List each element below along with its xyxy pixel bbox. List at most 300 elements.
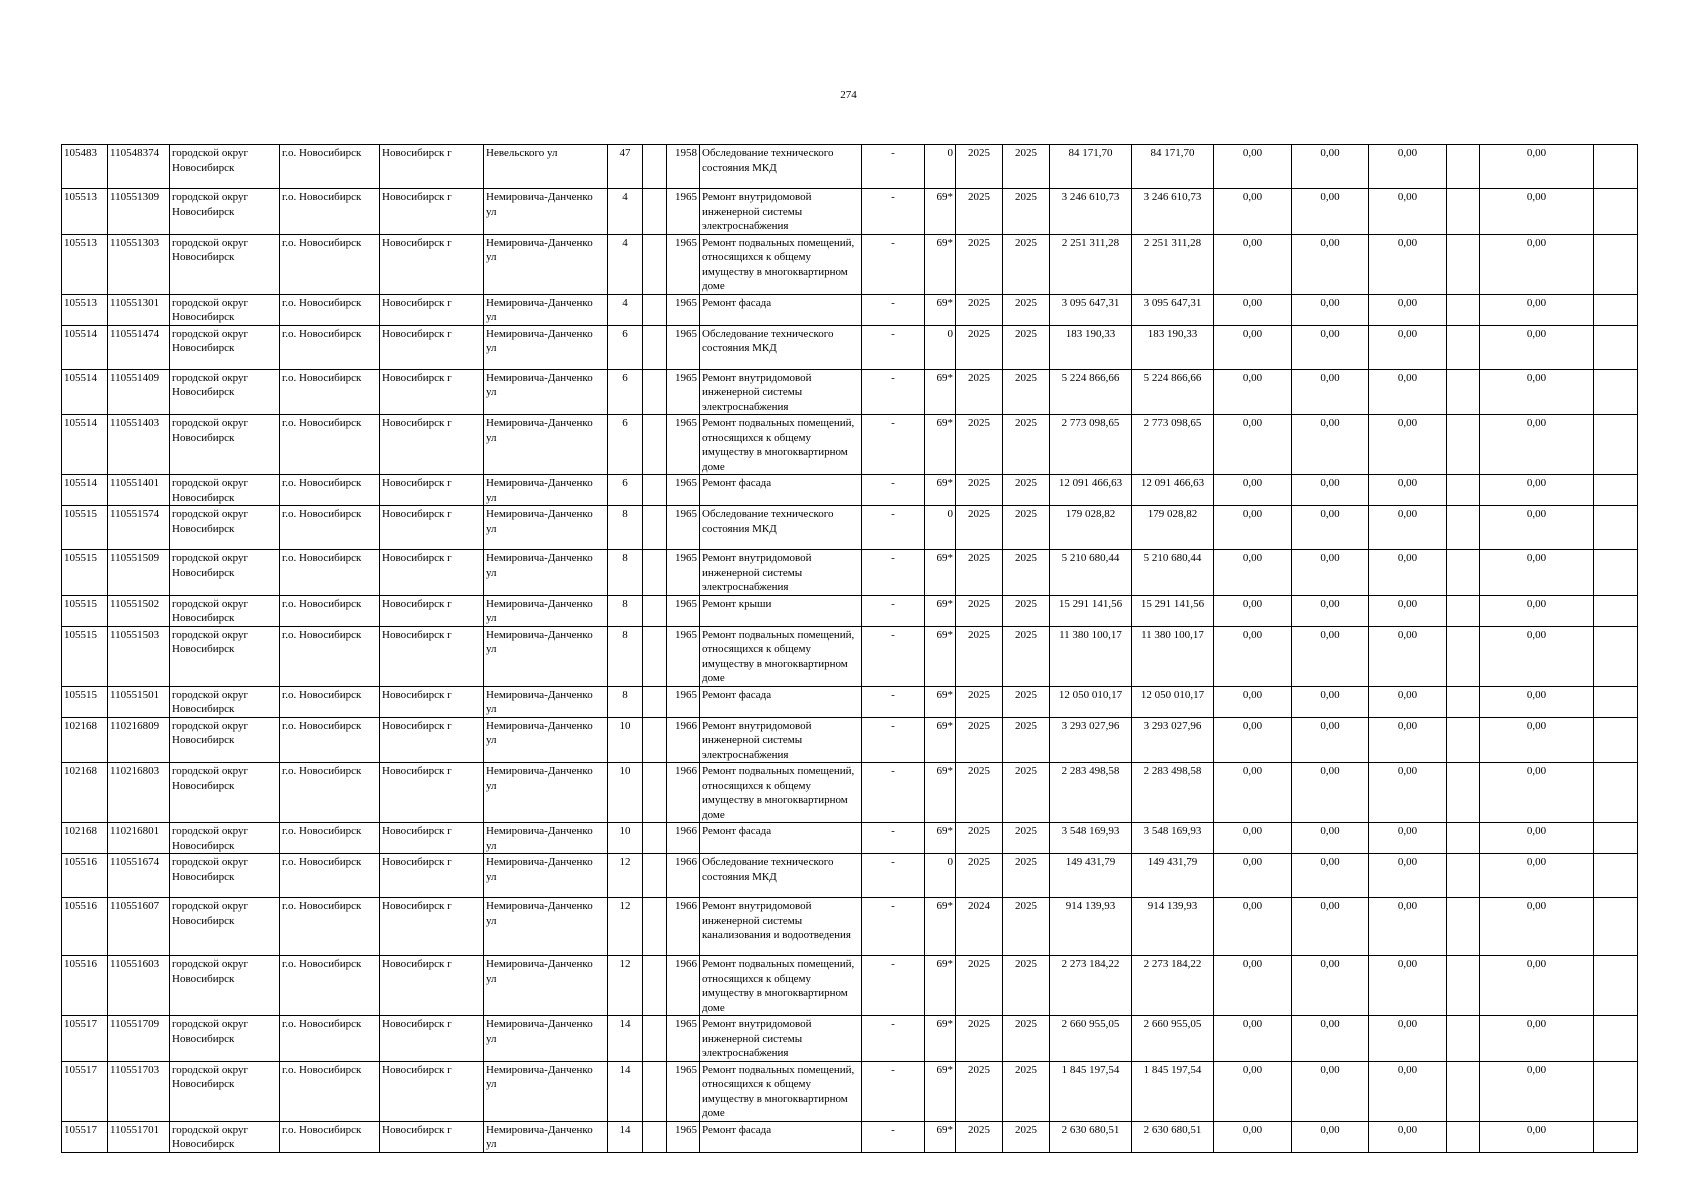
value3-cell: 0,00 [1369,686,1447,717]
value1-cell: 0,00 [1214,1121,1292,1152]
value2-cell: 0,00 [1292,415,1369,475]
total-cost-cell: 5 210 680,44 [1050,550,1132,596]
street-cell: Немировича-Данченко ул [484,1121,608,1152]
end-year-cell: 2025 [1003,686,1050,717]
code-cell: 110551703 [108,1061,170,1121]
table-row [62,686,1638,717]
percent-cell: 69* [925,1016,956,1062]
dash-cell: - [862,506,925,550]
district-cell: г.о. Новосибирск [280,595,380,626]
city-cell: Новосибирск г [380,415,484,475]
table-row [62,189,1638,235]
street-cell: Немировича-Данченко ул [484,325,608,369]
build-year-cell: 1958 [667,145,700,189]
value2-cell: 0,00 [1292,717,1369,763]
start-year-cell: 2025 [956,506,1003,550]
city-cell: Новосибирск г [380,1016,484,1062]
value1-cell: 0,00 [1214,595,1292,626]
value6-cell [1594,898,1638,956]
code-cell: 110551301 [108,294,170,325]
house-cell: 8 [608,686,643,717]
value3-cell: 0,00 [1369,369,1447,415]
end-year-cell: 2025 [1003,595,1050,626]
value4-cell [1447,475,1480,506]
house-cell: 8 [608,595,643,626]
end-year-cell: 2025 [1003,415,1050,475]
build-year-cell: 1965 [667,1121,700,1152]
dash-cell: - [862,325,925,369]
build-year-cell: 1965 [667,626,700,686]
value6-cell [1594,763,1638,823]
house-cell: 12 [608,956,643,1016]
percent-cell: 69* [925,234,956,294]
code-cell: 110551401 [108,475,170,506]
value2-cell: 0,00 [1292,898,1369,956]
house-cell: 4 [608,189,643,235]
row-id-cell: 105513 [62,234,108,294]
dash-cell: - [862,763,925,823]
street-cell: Немировича-Данченко ул [484,854,608,898]
building-cell [643,550,667,596]
dash-cell: - [862,550,925,596]
end-year-cell: 2025 [1003,898,1050,956]
value2-cell: 0,00 [1292,145,1369,189]
value4-cell [1447,189,1480,235]
dash-cell: - [862,189,925,235]
end-year-cell: 2025 [1003,1016,1050,1062]
value1-cell: 0,00 [1214,506,1292,550]
value5-cell: 0,00 [1480,763,1594,823]
building-cell [643,234,667,294]
start-year-cell: 2025 [956,550,1003,596]
value5-cell: 0,00 [1480,415,1594,475]
dash-cell: - [862,234,925,294]
code-cell: 110548374 [108,145,170,189]
fund-cost-cell: 3 095 647,31 [1132,294,1214,325]
total-cost-cell: 3 548 169,93 [1050,823,1132,854]
percent-cell: 69* [925,294,956,325]
code-cell: 110551409 [108,369,170,415]
city-cell: Новосибирск г [380,234,484,294]
municipality-cell: городской округ Новосибирск [170,369,280,415]
row-id-cell: 105514 [62,415,108,475]
table-row [62,956,1638,1016]
build-year-cell: 1965 [667,369,700,415]
code-cell: 110551502 [108,595,170,626]
work-type-cell: Ремонт внутридомовой инженерной системы электроснабжения [700,717,862,763]
value3-cell: 0,00 [1369,234,1447,294]
value1-cell: 0,00 [1214,145,1292,189]
dash-cell: - [862,1061,925,1121]
municipality-cell: городской округ Новосибирск [170,823,280,854]
value6-cell [1594,234,1638,294]
value3-cell: 0,00 [1369,415,1447,475]
fund-cost-cell: 2 630 680,51 [1132,1121,1214,1152]
municipality-cell: городской округ Новосибирск [170,763,280,823]
end-year-cell: 2025 [1003,823,1050,854]
value3-cell: 0,00 [1369,145,1447,189]
value4-cell [1447,506,1480,550]
municipality-cell: городской округ Новосибирск [170,506,280,550]
dash-cell: - [862,1121,925,1152]
start-year-cell: 2025 [956,595,1003,626]
value4-cell [1447,1061,1480,1121]
build-year-cell: 1966 [667,823,700,854]
row-id-cell: 105516 [62,854,108,898]
city-cell: Новосибирск г [380,145,484,189]
district-cell: г.о. Новосибирск [280,369,380,415]
table-row [62,294,1638,325]
house-cell: 6 [608,415,643,475]
value5-cell: 0,00 [1480,294,1594,325]
end-year-cell: 2025 [1003,1061,1050,1121]
district-cell: г.о. Новосибирск [280,145,380,189]
dash-cell: - [862,145,925,189]
table-body [62,145,1638,1153]
value5-cell: 0,00 [1480,189,1594,235]
build-year-cell: 1966 [667,763,700,823]
start-year-cell: 2025 [956,189,1003,235]
street-cell: Немировича-Данченко ул [484,686,608,717]
street-cell: Немировича-Данченко ул [484,626,608,686]
value3-cell: 0,00 [1369,1061,1447,1121]
value1-cell: 0,00 [1214,626,1292,686]
municipality-cell: городской округ Новосибирск [170,686,280,717]
row-id-cell: 105515 [62,595,108,626]
table-row [62,717,1638,763]
value2-cell: 0,00 [1292,506,1369,550]
building-cell [643,1121,667,1152]
value4-cell [1447,550,1480,596]
building-cell [643,369,667,415]
percent-cell: 69* [925,763,956,823]
district-cell: г.о. Новосибирск [280,550,380,596]
table-row [62,823,1638,854]
value6-cell [1594,415,1638,475]
work-type-cell: Ремонт подвальных помещений, относящихся к общему имуществу в многоквартирном доме [700,626,862,686]
table-row [62,1121,1638,1152]
fund-cost-cell: 5 224 866,66 [1132,369,1214,415]
municipality-cell: городской округ Новосибирск [170,475,280,506]
value6-cell [1594,595,1638,626]
code-cell: 110551501 [108,686,170,717]
start-year-cell: 2025 [956,415,1003,475]
value5-cell: 0,00 [1480,823,1594,854]
city-cell: Новосибирск г [380,595,484,626]
building-cell [643,956,667,1016]
row-id-cell: 105515 [62,550,108,596]
house-cell: 6 [608,325,643,369]
row-id-cell: 105514 [62,369,108,415]
table-row [62,1016,1638,1062]
total-cost-cell: 3 246 610,73 [1050,189,1132,235]
value2-cell: 0,00 [1292,854,1369,898]
value1-cell: 0,00 [1214,415,1292,475]
street-cell: Немировича-Данченко ул [484,189,608,235]
code-cell: 110216801 [108,823,170,854]
fund-cost-cell: 149 431,79 [1132,854,1214,898]
district-cell: г.о. Новосибирск [280,475,380,506]
percent-cell: 69* [925,686,956,717]
value2-cell: 0,00 [1292,325,1369,369]
row-id-cell: 105483 [62,145,108,189]
start-year-cell: 2025 [956,763,1003,823]
work-type-cell: Ремонт внутридомовой инженерной системы электроснабжения [700,189,862,235]
value5-cell: 0,00 [1480,956,1594,1016]
end-year-cell: 2025 [1003,854,1050,898]
fund-cost-cell: 914 139,93 [1132,898,1214,956]
city-cell: Новосибирск г [380,626,484,686]
value4-cell [1447,1121,1480,1152]
row-id-cell: 105516 [62,898,108,956]
start-year-cell: 2025 [956,1016,1003,1062]
value3-cell: 0,00 [1369,506,1447,550]
district-cell: г.о. Новосибирск [280,189,380,235]
total-cost-cell: 2 773 098,65 [1050,415,1132,475]
building-cell [643,898,667,956]
value2-cell: 0,00 [1292,189,1369,235]
table-row [62,898,1638,956]
value4-cell [1447,595,1480,626]
work-type-cell: Ремонт фасада [700,294,862,325]
value2-cell: 0,00 [1292,550,1369,596]
value3-cell: 0,00 [1369,475,1447,506]
value5-cell: 0,00 [1480,626,1594,686]
street-cell: Немировича-Данченко ул [484,763,608,823]
municipality-cell: городской округ Новосибирск [170,1121,280,1152]
build-year-cell: 1965 [667,415,700,475]
end-year-cell: 2025 [1003,145,1050,189]
code-cell: 110551503 [108,626,170,686]
code-cell: 110551309 [108,189,170,235]
value5-cell: 0,00 [1480,717,1594,763]
house-cell: 10 [608,717,643,763]
percent-cell: 0 [925,854,956,898]
build-year-cell: 1965 [667,475,700,506]
house-cell: 6 [608,475,643,506]
district-cell: г.о. Новосибирск [280,506,380,550]
municipality-cell: городской округ Новосибирск [170,294,280,325]
building-cell [643,415,667,475]
building-cell [643,189,667,235]
end-year-cell: 2025 [1003,325,1050,369]
value6-cell [1594,189,1638,235]
dash-cell: - [862,956,925,1016]
start-year-cell: 2025 [956,717,1003,763]
end-year-cell: 2025 [1003,956,1050,1016]
value3-cell: 0,00 [1369,189,1447,235]
district-cell: г.о. Новосибирск [280,1061,380,1121]
fund-cost-cell: 84 171,70 [1132,145,1214,189]
street-cell: Немировича-Данченко ул [484,506,608,550]
row-id-cell: 102168 [62,717,108,763]
table-row [62,369,1638,415]
table-row [62,415,1638,475]
work-type-cell: Ремонт внутридомовой инженерной системы электроснабжения [700,1016,862,1062]
work-type-cell: Ремонт фасада [700,475,862,506]
building-cell [643,763,667,823]
value4-cell [1447,1016,1480,1062]
start-year-cell: 2025 [956,1061,1003,1121]
table-row [62,506,1638,550]
city-cell: Новосибирск г [380,325,484,369]
work-type-cell: Ремонт внутридомовой инженерной системы канализования и водоотведения [700,898,862,956]
code-cell: 110551303 [108,234,170,294]
municipality-cell: городской округ Новосибирск [170,1061,280,1121]
value2-cell: 0,00 [1292,626,1369,686]
code-cell: 110216809 [108,717,170,763]
municipality-cell: городской округ Новосибирск [170,234,280,294]
value1-cell: 0,00 [1214,189,1292,235]
dash-cell: - [862,854,925,898]
street-cell: Немировича-Данченко ул [484,1016,608,1062]
municipality-cell: городской округ Новосибирск [170,626,280,686]
row-id-cell: 105515 [62,686,108,717]
fund-cost-cell: 2 251 311,28 [1132,234,1214,294]
row-id-cell: 105517 [62,1121,108,1152]
value6-cell [1594,506,1638,550]
municipality-cell: городской округ Новосибирск [170,956,280,1016]
street-cell: Немировича-Данченко ул [484,415,608,475]
percent-cell: 69* [925,626,956,686]
fund-cost-cell: 2 273 184,22 [1132,956,1214,1016]
value3-cell: 0,00 [1369,898,1447,956]
end-year-cell: 2025 [1003,234,1050,294]
city-cell: Новосибирск г [380,1061,484,1121]
street-cell: Немировича-Данченко ул [484,898,608,956]
value5-cell: 0,00 [1480,234,1594,294]
city-cell: Новосибирск г [380,550,484,596]
build-year-cell: 1965 [667,550,700,596]
street-cell: Немировича-Данченко ул [484,369,608,415]
street-cell: Немировича-Данченко ул [484,956,608,1016]
building-cell [643,1016,667,1062]
building-cell [643,717,667,763]
fund-cost-cell: 2 773 098,65 [1132,415,1214,475]
house-cell: 14 [608,1121,643,1152]
row-id-cell: 102168 [62,823,108,854]
municipality-cell: городской округ Новосибирск [170,717,280,763]
build-year-cell: 1966 [667,898,700,956]
total-cost-cell: 1 845 197,54 [1050,1061,1132,1121]
district-cell: г.о. Новосибирск [280,325,380,369]
row-id-cell: 105513 [62,189,108,235]
district-cell: г.о. Новосибирск [280,234,380,294]
code-cell: 110551474 [108,325,170,369]
value3-cell: 0,00 [1369,550,1447,596]
start-year-cell: 2025 [956,686,1003,717]
value5-cell: 0,00 [1480,686,1594,717]
municipality-cell: городской округ Новосибирск [170,595,280,626]
municipality-cell: городской округ Новосибирск [170,550,280,596]
house-cell: 47 [608,145,643,189]
fund-cost-cell: 3 548 169,93 [1132,823,1214,854]
work-type-cell: Обследование технического состояния МКД [700,506,862,550]
street-cell: Немировича-Данченко ул [484,717,608,763]
work-type-cell: Ремонт подвальных помещений, относящихся к общему имуществу в многоквартирном доме [700,415,862,475]
fund-cost-cell: 5 210 680,44 [1132,550,1214,596]
city-cell: Новосибирск г [380,189,484,235]
percent-cell: 69* [925,415,956,475]
value1-cell: 0,00 [1214,898,1292,956]
value6-cell [1594,1061,1638,1121]
work-type-cell: Обследование технического состояния МКД [700,854,862,898]
percent-cell: 0 [925,506,956,550]
build-year-cell: 1965 [667,234,700,294]
code-cell: 110551674 [108,854,170,898]
total-cost-cell: 914 139,93 [1050,898,1132,956]
table-row [62,626,1638,686]
code-cell: 110551574 [108,506,170,550]
end-year-cell: 2025 [1003,717,1050,763]
table-row [62,475,1638,506]
start-year-cell: 2025 [956,294,1003,325]
value5-cell: 0,00 [1480,898,1594,956]
value4-cell [1447,898,1480,956]
start-year-cell: 2025 [956,145,1003,189]
building-cell [643,294,667,325]
start-year-cell: 2025 [956,956,1003,1016]
percent-cell: 69* [925,475,956,506]
percent-cell: 0 [925,325,956,369]
value5-cell: 0,00 [1480,550,1594,596]
street-cell: Немировича-Данченко ул [484,234,608,294]
total-cost-cell: 2 251 311,28 [1050,234,1132,294]
value1-cell: 0,00 [1214,550,1292,596]
build-year-cell: 1965 [667,1061,700,1121]
capital-repair-table [61,144,1638,1153]
city-cell: Новосибирск г [380,717,484,763]
work-type-cell: Ремонт фасада [700,686,862,717]
value6-cell [1594,956,1638,1016]
fund-cost-cell: 183 190,33 [1132,325,1214,369]
street-cell: Немировича-Данченко ул [484,550,608,596]
row-id-cell: 105517 [62,1016,108,1062]
end-year-cell: 2025 [1003,550,1050,596]
percent-cell: 69* [925,189,956,235]
end-year-cell: 2025 [1003,189,1050,235]
total-cost-cell: 3 095 647,31 [1050,294,1132,325]
total-cost-cell: 12 050 010,17 [1050,686,1132,717]
house-cell: 8 [608,506,643,550]
total-cost-cell: 149 431,79 [1050,854,1132,898]
percent-cell: 69* [925,595,956,626]
percent-cell: 69* [925,898,956,956]
value6-cell [1594,686,1638,717]
value1-cell: 0,00 [1214,234,1292,294]
house-cell: 4 [608,294,643,325]
value2-cell: 0,00 [1292,763,1369,823]
value6-cell [1594,294,1638,325]
table-row [62,145,1638,189]
page-number: 274 [840,89,857,101]
value5-cell: 0,00 [1480,1121,1594,1152]
street-cell: Немировича-Данченко ул [484,475,608,506]
district-cell: г.о. Новосибирск [280,956,380,1016]
work-type-cell: Ремонт подвальных помещений, относящихся к общему имуществу в многоквартирном доме [700,1061,862,1121]
house-cell: 8 [608,626,643,686]
percent-cell: 69* [925,1121,956,1152]
work-type-cell: Ремонт внутридомовой инженерной системы электроснабжения [700,550,862,596]
municipality-cell: городской округ Новосибирск [170,898,280,956]
end-year-cell: 2025 [1003,763,1050,823]
house-cell: 12 [608,898,643,956]
dash-cell: - [862,294,925,325]
value2-cell: 0,00 [1292,956,1369,1016]
row-id-cell: 105514 [62,475,108,506]
start-year-cell: 2025 [956,234,1003,294]
value3-cell: 0,00 [1369,823,1447,854]
